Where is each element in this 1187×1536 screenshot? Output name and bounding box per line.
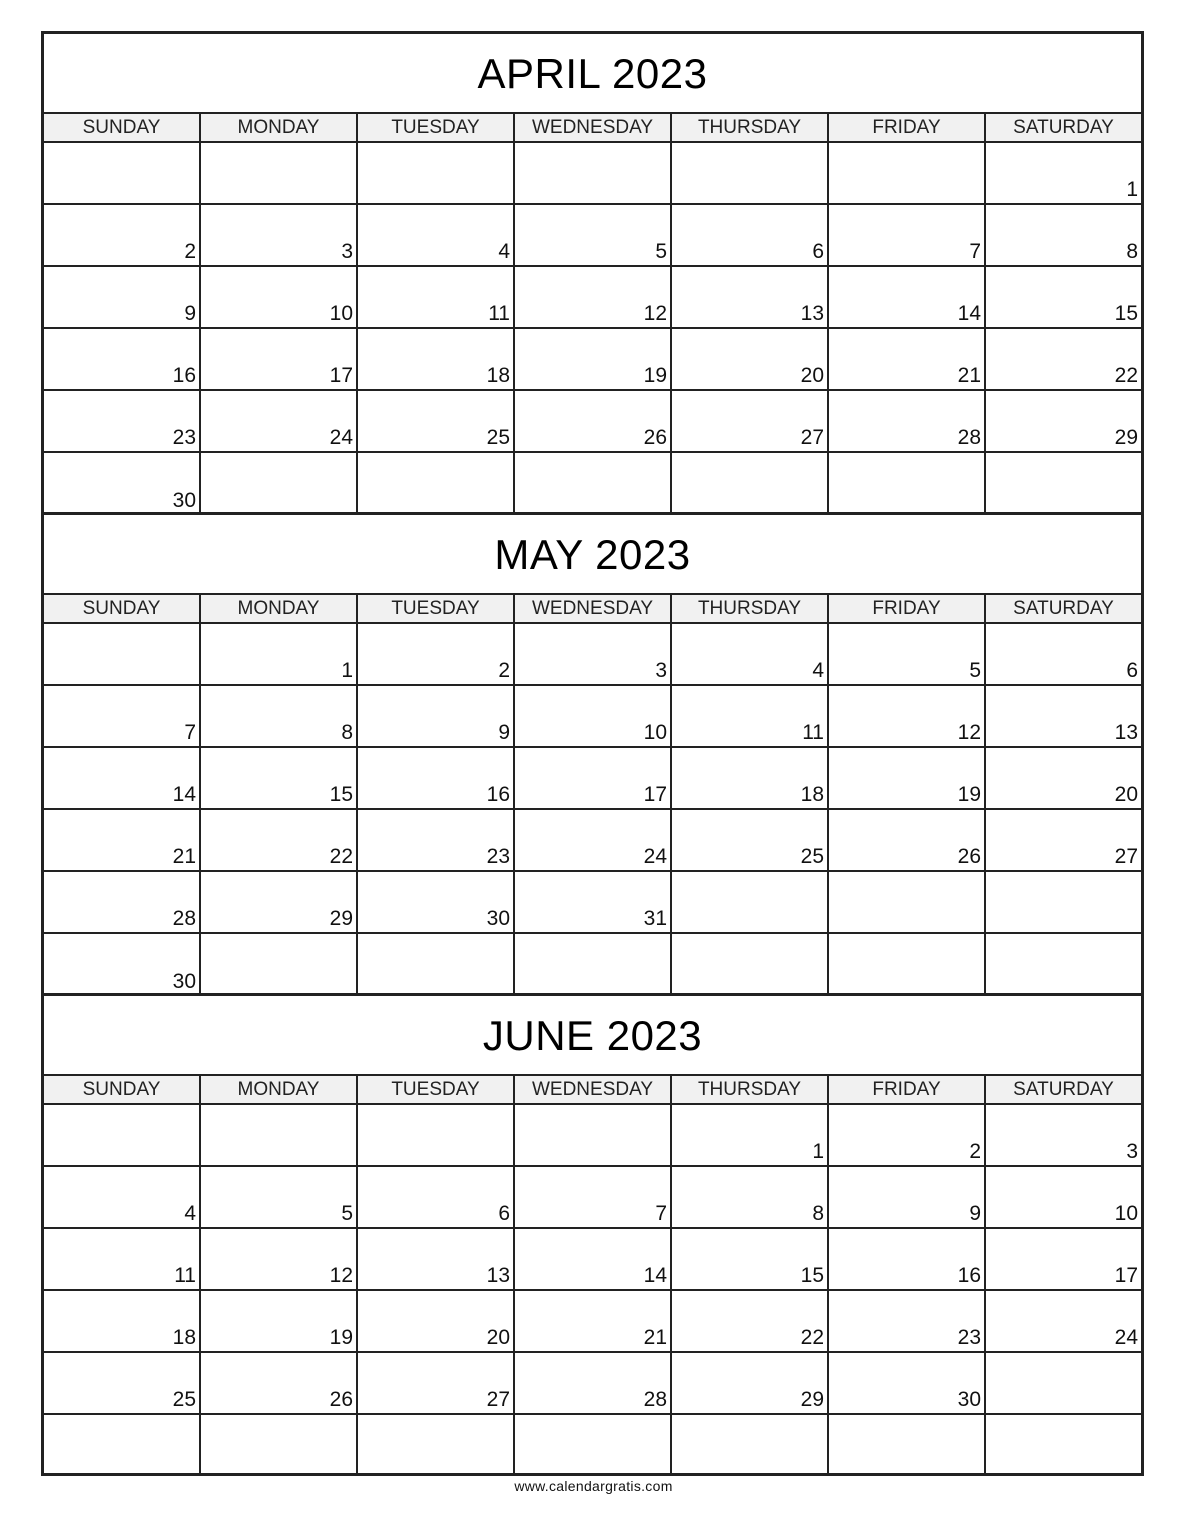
day-cell xyxy=(201,329,358,389)
day-cell xyxy=(515,143,672,203)
week-row xyxy=(44,686,1141,748)
day-cell xyxy=(201,872,358,932)
day-number: 23 xyxy=(957,1326,981,1349)
day-number: 5 xyxy=(341,1202,353,1225)
day-number: 2 xyxy=(184,240,196,263)
day-cell xyxy=(358,453,515,514)
day-cell xyxy=(44,391,201,451)
day-cell xyxy=(672,205,829,265)
day-number: 29 xyxy=(800,1388,824,1411)
day-number: 16 xyxy=(957,1264,981,1287)
day-number: 1 xyxy=(341,659,353,682)
day-cell xyxy=(358,267,515,327)
footer-url: www.calendargratis.com xyxy=(514,1478,673,1494)
day-number: 19 xyxy=(643,364,667,387)
day-number: 12 xyxy=(643,302,667,325)
day-cell xyxy=(829,686,986,746)
day-cell xyxy=(358,748,515,808)
day-number: 21 xyxy=(172,845,196,868)
day-cell xyxy=(201,391,358,451)
day-grid xyxy=(44,1105,1141,1476)
day-cell xyxy=(201,1105,358,1165)
day-number: 9 xyxy=(969,1202,981,1225)
day-number: 10 xyxy=(643,721,667,744)
day-cell xyxy=(829,810,986,870)
week-row xyxy=(44,329,1141,391)
day-number: 20 xyxy=(800,364,824,387)
day-number: 8 xyxy=(341,721,353,744)
day-cell xyxy=(358,1167,515,1227)
day-cell xyxy=(201,934,358,995)
day-cell xyxy=(829,1167,986,1227)
day-number: 2 xyxy=(969,1140,981,1163)
day-number: 11 xyxy=(488,302,510,325)
weekday-header-row xyxy=(44,595,1141,624)
day-number: 21 xyxy=(643,1326,667,1349)
day-cell xyxy=(358,143,515,203)
day-number: 30 xyxy=(172,970,196,993)
day-number: 7 xyxy=(655,1202,667,1225)
weekday-monday: MONDAY xyxy=(201,1076,358,1103)
week-row xyxy=(44,748,1141,810)
day-cell xyxy=(515,329,672,389)
day-cell xyxy=(358,1105,515,1165)
day-number: 28 xyxy=(643,1388,667,1411)
day-number: 1 xyxy=(812,1140,824,1163)
month-title: APRIL 2023 xyxy=(44,34,1141,114)
week-row xyxy=(44,1167,1141,1229)
day-number: 5 xyxy=(655,240,667,263)
month-title: MAY 2023 xyxy=(44,515,1141,595)
day-cell xyxy=(986,1291,1141,1351)
day-cell xyxy=(201,453,358,514)
day-cell xyxy=(44,267,201,327)
day-cell xyxy=(986,872,1141,932)
day-cell xyxy=(829,453,986,514)
day-cell xyxy=(829,1229,986,1289)
day-number: 25 xyxy=(486,426,510,449)
weekday-tuesday: TUESDAY xyxy=(358,1076,515,1103)
day-number: 31 xyxy=(643,907,667,930)
day-cell xyxy=(986,1353,1141,1413)
day-cell xyxy=(358,1415,515,1476)
day-number: 17 xyxy=(1114,1264,1138,1287)
day-number: 19 xyxy=(329,1326,353,1349)
day-cell xyxy=(515,686,672,746)
day-number: 8 xyxy=(812,1202,824,1225)
day-number: 10 xyxy=(329,302,353,325)
day-cell xyxy=(44,624,201,684)
day-number: 29 xyxy=(1114,426,1138,449)
day-number: 14 xyxy=(172,783,196,806)
day-number: 27 xyxy=(486,1388,510,1411)
day-cell xyxy=(358,205,515,265)
day-cell xyxy=(672,143,829,203)
day-number: 18 xyxy=(172,1326,196,1349)
week-row xyxy=(44,267,1141,329)
day-number: 9 xyxy=(498,721,510,744)
week-row xyxy=(44,624,1141,686)
day-cell xyxy=(515,1353,672,1413)
day-cell xyxy=(358,686,515,746)
day-number: 17 xyxy=(329,364,353,387)
day-cell xyxy=(44,686,201,746)
day-cell xyxy=(201,1353,358,1413)
day-number: 22 xyxy=(1114,364,1138,387)
day-cell xyxy=(515,205,672,265)
day-number: 20 xyxy=(486,1326,510,1349)
day-cell xyxy=(201,1229,358,1289)
day-cell xyxy=(829,329,986,389)
calendar-frame xyxy=(41,31,1144,1476)
day-number: 24 xyxy=(329,426,353,449)
day-cell xyxy=(44,748,201,808)
day-cell xyxy=(986,267,1141,327)
day-cell xyxy=(829,267,986,327)
day-number: 16 xyxy=(486,783,510,806)
day-cell xyxy=(829,748,986,808)
day-number: 24 xyxy=(643,845,667,868)
day-number: 15 xyxy=(329,783,353,806)
day-number: 1 xyxy=(1126,178,1138,201)
day-cell xyxy=(201,1291,358,1351)
day-cell xyxy=(986,686,1141,746)
day-number: 20 xyxy=(1114,783,1138,806)
day-number: 30 xyxy=(486,907,510,930)
weekday-thursday: THURSDAY xyxy=(672,595,829,622)
day-cell xyxy=(515,1291,672,1351)
day-cell xyxy=(201,1415,358,1476)
day-number: 18 xyxy=(486,364,510,387)
day-cell xyxy=(672,810,829,870)
day-number: 26 xyxy=(329,1388,353,1411)
week-row xyxy=(44,453,1141,514)
day-cell xyxy=(829,934,986,995)
day-cell xyxy=(672,624,829,684)
day-number: 13 xyxy=(800,302,824,325)
day-cell xyxy=(515,934,672,995)
day-cell xyxy=(829,1415,986,1476)
day-cell xyxy=(358,391,515,451)
weekday-tuesday: TUESDAY xyxy=(358,114,515,141)
weekday-friday: FRIDAY xyxy=(829,114,986,141)
day-cell xyxy=(986,143,1141,203)
day-cell xyxy=(986,453,1141,514)
day-number: 27 xyxy=(800,426,824,449)
day-cell xyxy=(515,1229,672,1289)
week-row xyxy=(44,872,1141,934)
day-number: 10 xyxy=(1114,1202,1138,1225)
weekday-saturday: SATURDAY xyxy=(1013,1079,1114,1100)
week-row xyxy=(44,205,1141,267)
day-cell xyxy=(986,934,1141,995)
week-row xyxy=(44,1291,1141,1353)
day-number: 4 xyxy=(184,1202,196,1225)
day-cell xyxy=(201,205,358,265)
day-cell xyxy=(44,934,201,995)
weekday-monday: MONDAY xyxy=(201,595,358,622)
day-cell xyxy=(358,1353,515,1413)
day-number: 7 xyxy=(969,240,981,263)
day-cell xyxy=(515,872,672,932)
day-number: 11 xyxy=(174,1264,196,1287)
day-cell xyxy=(829,624,986,684)
day-number: 23 xyxy=(486,845,510,868)
day-cell xyxy=(515,748,672,808)
day-cell xyxy=(358,624,515,684)
day-cell xyxy=(201,624,358,684)
day-number: 12 xyxy=(329,1264,353,1287)
weekday-monday: MONDAY xyxy=(201,114,358,141)
day-cell xyxy=(201,686,358,746)
weekday-saturday: SATURDAY xyxy=(1013,598,1114,619)
day-cell xyxy=(515,624,672,684)
day-cell xyxy=(44,205,201,265)
day-number: 27 xyxy=(1114,845,1138,868)
day-number: 21 xyxy=(957,364,981,387)
week-row xyxy=(44,934,1141,995)
day-cell xyxy=(515,1415,672,1476)
day-number: 22 xyxy=(800,1326,824,1349)
day-cell xyxy=(986,810,1141,870)
day-cell xyxy=(672,934,829,995)
day-grid xyxy=(44,143,1141,514)
day-cell xyxy=(201,267,358,327)
day-number: 30 xyxy=(957,1388,981,1411)
day-cell xyxy=(44,1291,201,1351)
day-number: 4 xyxy=(498,240,510,263)
day-cell xyxy=(986,391,1141,451)
day-cell xyxy=(201,143,358,203)
day-cell xyxy=(672,1291,829,1351)
day-cell xyxy=(672,748,829,808)
day-number: 14 xyxy=(643,1264,667,1287)
day-cell xyxy=(358,1291,515,1351)
day-number: 9 xyxy=(184,302,196,325)
day-cell xyxy=(44,1353,201,1413)
month-block xyxy=(44,996,1141,1476)
day-number: 3 xyxy=(1126,1140,1138,1163)
day-cell xyxy=(44,143,201,203)
weekday-friday: FRIDAY xyxy=(829,1076,986,1103)
day-number: 8 xyxy=(1126,240,1138,263)
day-cell xyxy=(358,934,515,995)
day-number: 3 xyxy=(655,659,667,682)
day-number: 26 xyxy=(957,845,981,868)
day-cell xyxy=(44,872,201,932)
week-row xyxy=(44,1105,1141,1167)
day-cell xyxy=(829,1291,986,1351)
day-cell xyxy=(201,810,358,870)
day-cell xyxy=(829,872,986,932)
day-number: 13 xyxy=(486,1264,510,1287)
day-cell xyxy=(672,1105,829,1165)
day-cell xyxy=(829,205,986,265)
day-number: 11 xyxy=(802,721,824,744)
day-number: 17 xyxy=(643,783,667,806)
day-cell xyxy=(44,329,201,389)
day-cell xyxy=(515,1167,672,1227)
day-cell xyxy=(515,810,672,870)
day-cell xyxy=(672,267,829,327)
day-cell xyxy=(986,205,1141,265)
day-cell xyxy=(515,391,672,451)
day-cell xyxy=(201,748,358,808)
weekday-header-row xyxy=(44,114,1141,143)
day-cell xyxy=(44,1229,201,1289)
week-row xyxy=(44,1353,1141,1415)
month-title: JUNE 2023 xyxy=(44,996,1141,1076)
day-number: 2 xyxy=(498,659,510,682)
day-cell xyxy=(986,329,1141,389)
day-number: 23 xyxy=(172,426,196,449)
day-number: 19 xyxy=(957,783,981,806)
day-cell xyxy=(44,810,201,870)
day-number: 25 xyxy=(172,1388,196,1411)
day-number: 30 xyxy=(172,489,196,512)
day-number: 28 xyxy=(957,426,981,449)
day-number: 18 xyxy=(800,783,824,806)
weekday-wednesday: WEDNESDAY xyxy=(515,114,672,141)
day-cell xyxy=(672,391,829,451)
day-cell xyxy=(672,686,829,746)
week-row xyxy=(44,391,1141,453)
weekday-tuesday: TUESDAY xyxy=(358,595,515,622)
day-number: 16 xyxy=(172,364,196,387)
day-number: 6 xyxy=(812,240,824,263)
day-cell xyxy=(358,810,515,870)
day-cell xyxy=(672,872,829,932)
day-grid xyxy=(44,624,1141,995)
day-number: 4 xyxy=(812,659,824,682)
day-number: 5 xyxy=(969,659,981,682)
day-cell xyxy=(672,1167,829,1227)
day-cell xyxy=(515,267,672,327)
day-cell xyxy=(44,453,201,514)
day-number: 29 xyxy=(329,907,353,930)
day-number: 15 xyxy=(800,1264,824,1287)
day-number: 28 xyxy=(172,907,196,930)
day-number: 14 xyxy=(957,302,981,325)
day-number: 7 xyxy=(184,721,196,744)
day-cell xyxy=(986,1105,1141,1165)
week-row xyxy=(44,1415,1141,1476)
day-cell xyxy=(358,329,515,389)
weekday-saturday: SATURDAY xyxy=(1013,117,1114,138)
day-cell xyxy=(515,1105,672,1165)
day-number: 26 xyxy=(643,426,667,449)
day-cell xyxy=(358,1229,515,1289)
weekday-wednesday: WEDNESDAY xyxy=(515,1076,672,1103)
weekday-thursday: THURSDAY xyxy=(672,1076,829,1103)
weekday-thursday: THURSDAY xyxy=(672,114,829,141)
day-number: 15 xyxy=(1114,302,1138,325)
day-cell xyxy=(672,329,829,389)
weekday-wednesday: WEDNESDAY xyxy=(515,595,672,622)
day-number: 12 xyxy=(957,721,981,744)
weekday-friday: FRIDAY xyxy=(829,595,986,622)
day-number: 3 xyxy=(341,240,353,263)
month-block xyxy=(44,515,1141,995)
day-cell xyxy=(986,1167,1141,1227)
day-cell xyxy=(358,872,515,932)
weekday-sunday: SUNDAY xyxy=(44,1076,201,1103)
day-cell xyxy=(829,391,986,451)
day-cell xyxy=(986,748,1141,808)
weekday-sunday: SUNDAY xyxy=(44,595,201,622)
week-row xyxy=(44,1229,1141,1291)
day-number: 13 xyxy=(1114,721,1138,744)
weekday-header-row xyxy=(44,1076,1141,1105)
day-number: 22 xyxy=(329,845,353,868)
day-cell xyxy=(44,1105,201,1165)
day-cell xyxy=(44,1167,201,1227)
week-row xyxy=(44,143,1141,205)
day-number: 6 xyxy=(1126,659,1138,682)
day-cell xyxy=(829,143,986,203)
day-number: 24 xyxy=(1114,1326,1138,1349)
week-row xyxy=(44,810,1141,872)
day-cell xyxy=(829,1105,986,1165)
day-number: 25 xyxy=(800,845,824,868)
day-cell xyxy=(672,1415,829,1476)
day-cell xyxy=(986,1415,1141,1476)
weekday-sunday: SUNDAY xyxy=(44,114,201,141)
day-cell xyxy=(672,1353,829,1413)
day-cell xyxy=(515,453,672,514)
day-cell xyxy=(201,1167,358,1227)
day-cell xyxy=(986,1229,1141,1289)
month-block xyxy=(44,34,1141,514)
day-cell xyxy=(44,1415,201,1476)
day-number: 6 xyxy=(498,1202,510,1225)
day-cell xyxy=(672,1229,829,1289)
day-cell xyxy=(672,453,829,514)
day-cell xyxy=(829,1353,986,1413)
day-cell xyxy=(986,624,1141,684)
